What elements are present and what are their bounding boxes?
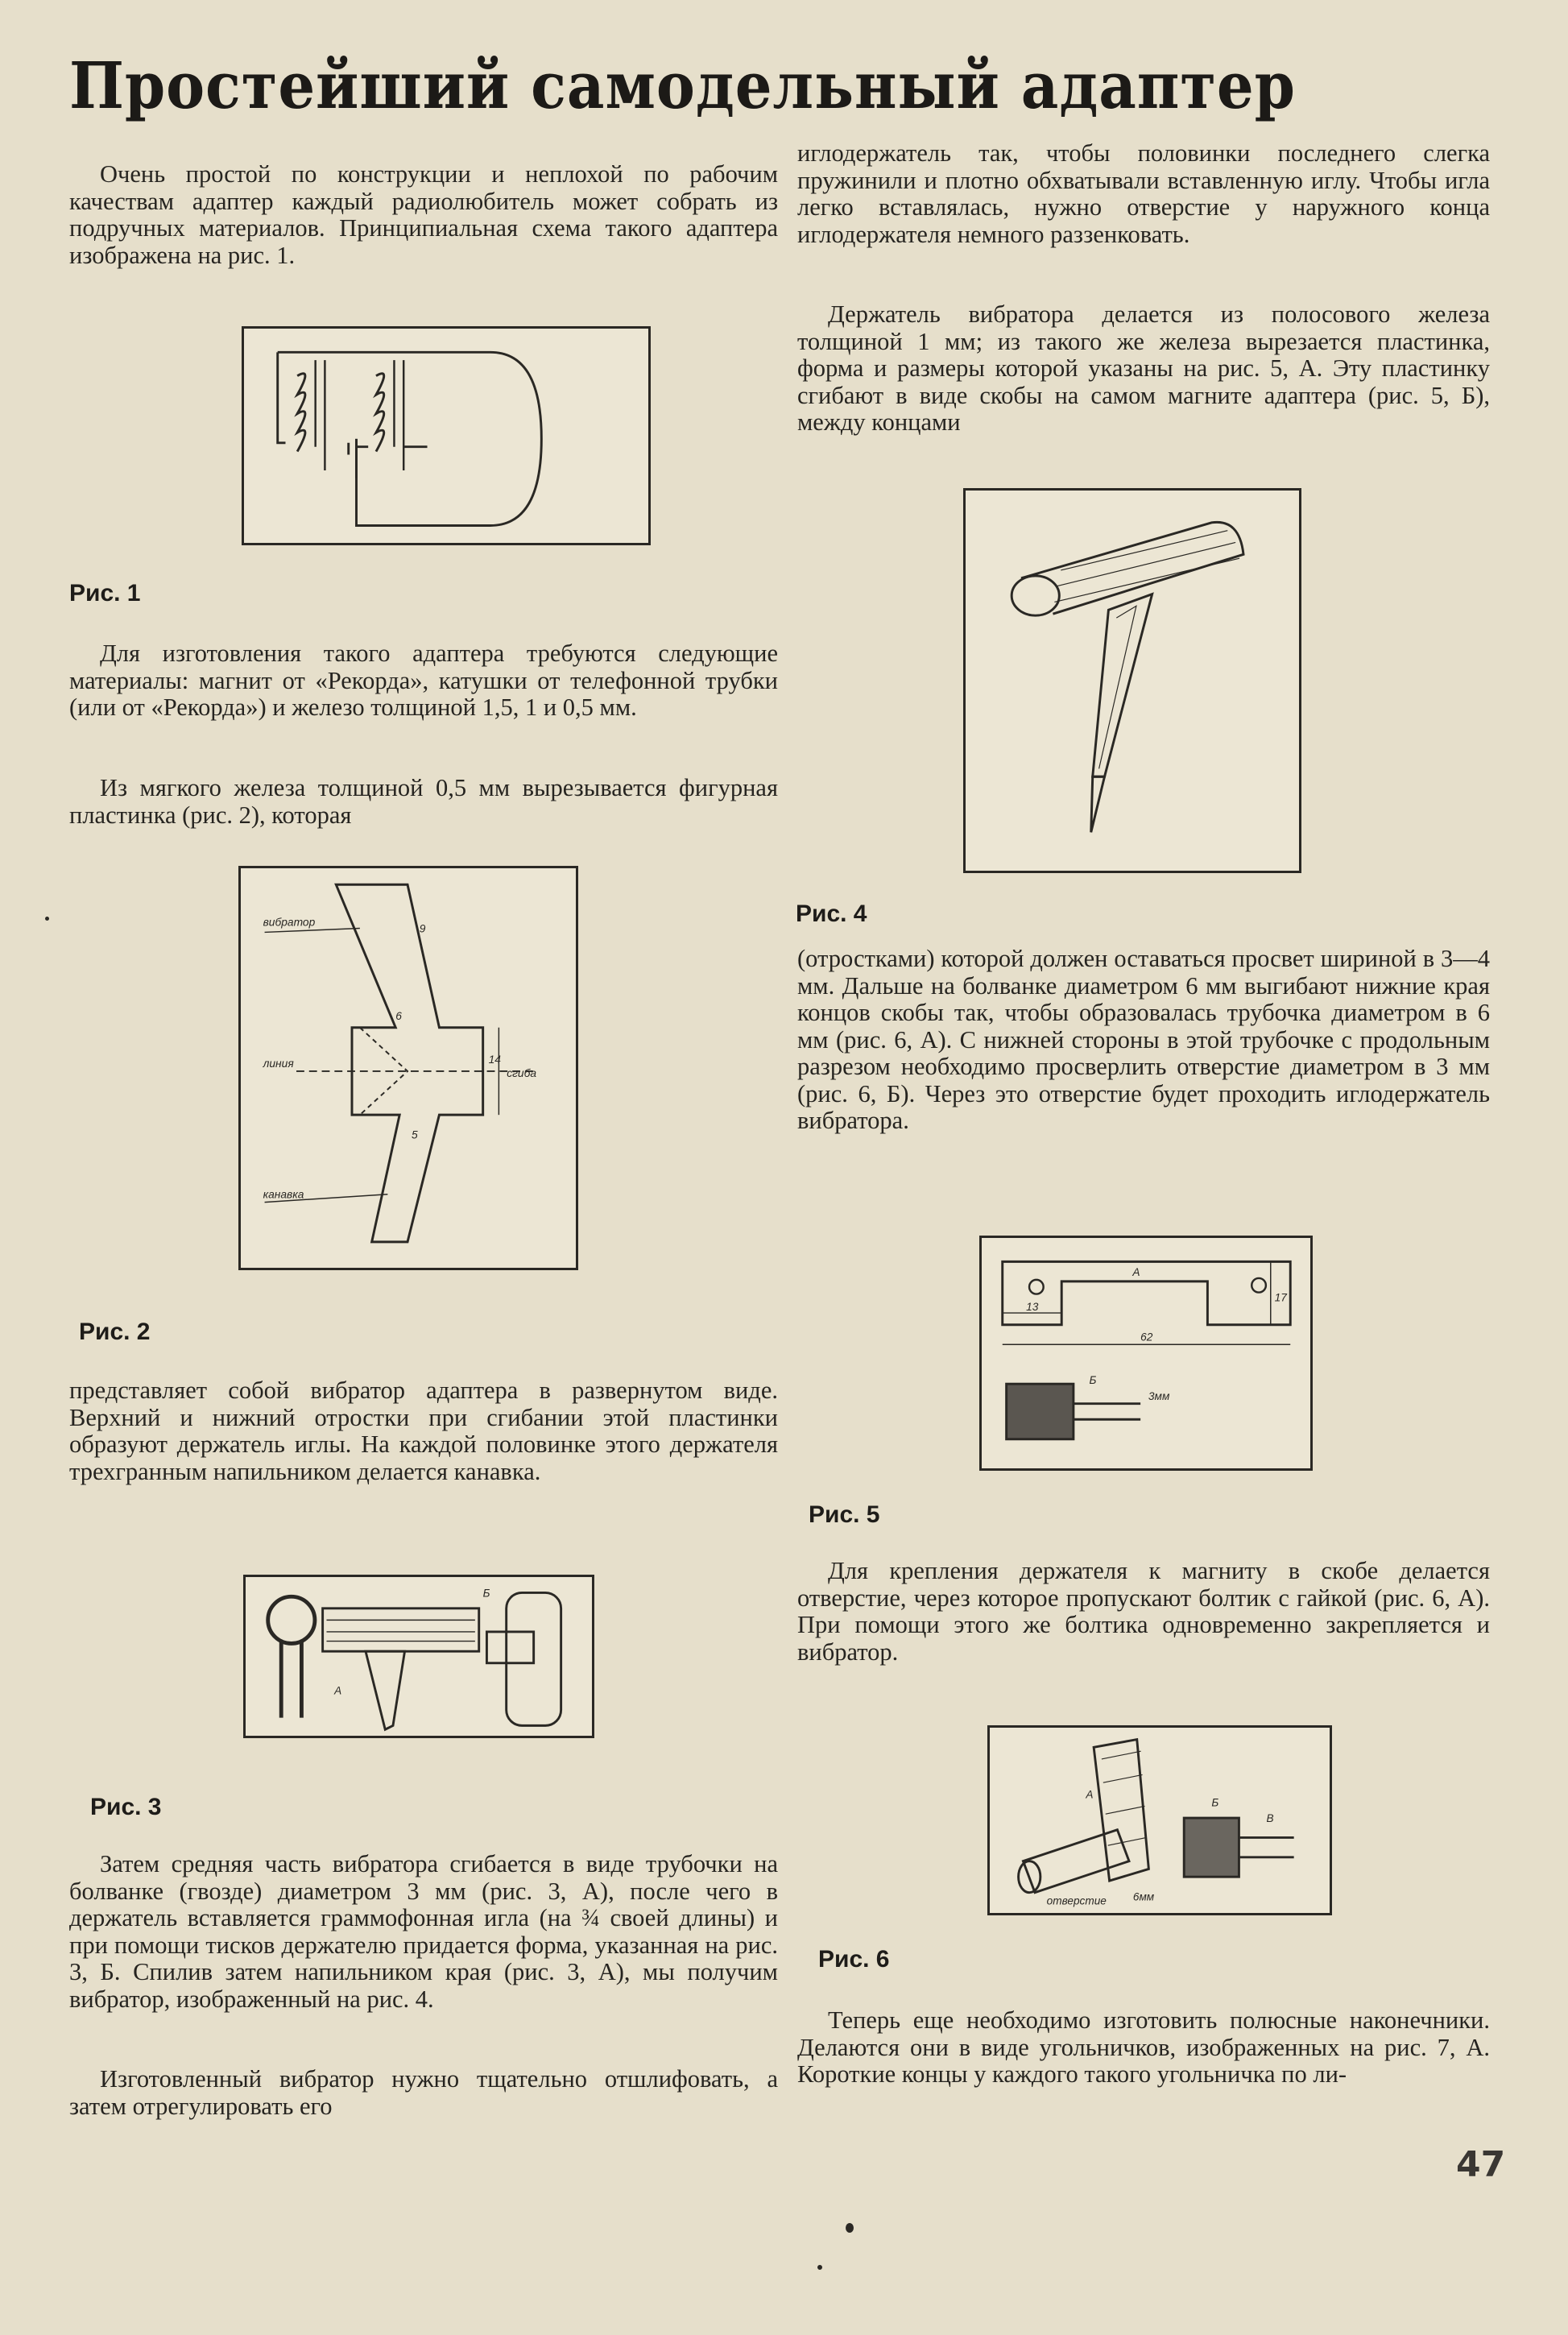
fig6-label-a: А: [1086, 1788, 1094, 1801]
figure-5-bracket: [979, 1236, 1313, 1471]
figure-4-caption: Рис. 4: [796, 900, 867, 927]
fig2-label-vibrator: вибратор: [263, 916, 316, 929]
fig2-dim-14: 14: [488, 1054, 501, 1066]
ink-speck: [45, 917, 49, 921]
right-paragraph-1: иглодержатель так, чтобы половинки последнего слегка пружинили и плотно обхватывали вставленную иглу. Чтобы игла легко вставлялась, нужно отверстие у наружного конца иглодержателя немного раззенковать.: [797, 139, 1490, 248]
assembly-drawing: [990, 1728, 1330, 1913]
vibrator-drawing: [966, 491, 1299, 871]
circuit-diagram: [244, 329, 648, 543]
fig5-label-b: Б: [1089, 1374, 1097, 1387]
figure-3-caption: Рис. 3: [90, 1794, 162, 1820]
figure-5-caption: Рис. 5: [809, 1501, 880, 1528]
fig5-dim-3mm: 3мм: [1148, 1389, 1170, 1402]
left-paragraph-3: Из мягкого железа толщиной 0,5 мм вырезывается фигурная пластинка (рис. 2), которая: [69, 774, 778, 829]
fig3-label-b: Б: [482, 1587, 490, 1600]
left-paragraph-4: представляет собой вибратор адаптера в развернутом виде. Верхний и нижний отростки при сгибании этой пластинки образуют держатель иглы. На каждой половинке этого держателя трехгранным напильником делается канавка.: [69, 1377, 778, 1485]
fig6-label-6mm: 6мм: [1132, 1890, 1155, 1903]
ink-speck: [846, 2223, 854, 2233]
fig2-dim-5: 5: [411, 1128, 418, 1141]
fig5-dim-17: 17: [1274, 1291, 1287, 1304]
left-paragraph-1: Очень простой по конструкции и неплохой по рабочим качествам адаптер каждый радиолюбитель может собрать из подручных материалов. Принципиальная схема такого адаптера изображена на рис. 1.: [69, 160, 778, 269]
figure-6-assembly: [987, 1725, 1332, 1915]
left-paragraph-2: Для изготовления такого адаптера требуются следующие материалы: магнит от «Рекорда», катушки от телефонной трубки (или от «Рекорда») и железо толщиной 1,5, 1 и 0,5 мм.: [69, 640, 778, 721]
figure-2-caption: Рис. 2: [79, 1319, 151, 1345]
fig6-label-hole: отверстие: [1046, 1894, 1107, 1907]
left-paragraph-5: Затем средняя часть вибратора сгибается в виде трубочки на болванке (гвозде) диаметром 3 мм (рис. 3, А), после чего в держатель вставляется граммофонная игла (на ¾ своей длины) и при помощи тисков держателю придается форма, указанная на рис. 3, Б. Спилив затем напильником края (рис. 3, А), мы получим вибратор, изображенный на рис. 4.: [69, 1850, 778, 2013]
figure-2-vibrator-blank: [238, 866, 578, 1270]
fig5-dim-62: 62: [1140, 1331, 1153, 1343]
page-number: 47: [1456, 2144, 1506, 2185]
fig2-dim-9: 9: [419, 922, 426, 935]
figure-3-needle-holder: [243, 1575, 594, 1738]
fig6-label-b: Б: [1211, 1796, 1219, 1809]
figure-1-caption: Рис. 1: [69, 580, 141, 607]
figure-1-circuit: [242, 326, 651, 545]
right-paragraph-3: (отростками) которой должен оставаться просвет шириной в 3—4 мм. Дальше на болванке диаметром 6 мм выгибают нижние края концов скобы так, чтобы образовалась трубочка диаметром в 6 мм (рис. 6, А). С нижней стороны в этой трубочке с продольным разрезом необходимо просверлить отверстие диаметром в 3 мм (рис. 6, Б). Через это отверстие будет проходить иглодержатель вибратора.: [797, 945, 1490, 1134]
left-column: [69, 161, 778, 2271]
fig2-label-groove: канавка: [263, 1188, 304, 1201]
fig2-label-fold: сгиба: [507, 1066, 537, 1079]
ink-speck: [817, 2265, 822, 2270]
figure-6-caption: Рис. 6: [818, 1946, 890, 1973]
fig5-label-a: А: [1132, 1266, 1140, 1279]
article-title: Простейший самодельный адаптер: [69, 48, 1296, 123]
fig5-dim-13: 13: [1026, 1301, 1039, 1314]
fig3-label-a: А: [334, 1684, 342, 1697]
figure-4-vibrator: [963, 488, 1301, 873]
fig2-label-line: линия: [263, 1058, 294, 1070]
fig2-dim-6: 6: [395, 1009, 402, 1022]
left-paragraph-6: Изготовленный вибратор нужно тщательно отшлифовать, а затем отрегулировать его: [69, 2065, 778, 2120]
bracket-drawing: [982, 1238, 1310, 1468]
needle-holder-drawing: [246, 1577, 592, 1736]
right-paragraph-4: Для крепления держателя к магниту в скобе делается отверстие, через которое пропускают болтик с гайкой (рис. 6, А). При помощи этого же болтика одновременно закрепляется и вибратор.: [797, 1557, 1490, 1666]
right-paragraph-2: Держатель вибратора делается из полосового железа толщиной 1 мм; из такого же железа вырезается пластинка, форма и размеры которой указаны на рис. 5, А. Эту пластинку сгибают в виде скобы на самом магните адаптера (рис. 5, Б), между концами: [797, 300, 1490, 436]
vibrator-blank-drawing: [241, 868, 576, 1268]
fig6-label-v: В: [1266, 1811, 1274, 1824]
right-paragraph-5: Теперь еще необходимо изготовить полюсные наконечники. Делаются они в виде угольничков, изображенных на рис. 7, А. Короткие концы у каждого такого угольничка по ли-: [797, 2006, 1490, 2088]
right-column: [797, 140, 1490, 2267]
